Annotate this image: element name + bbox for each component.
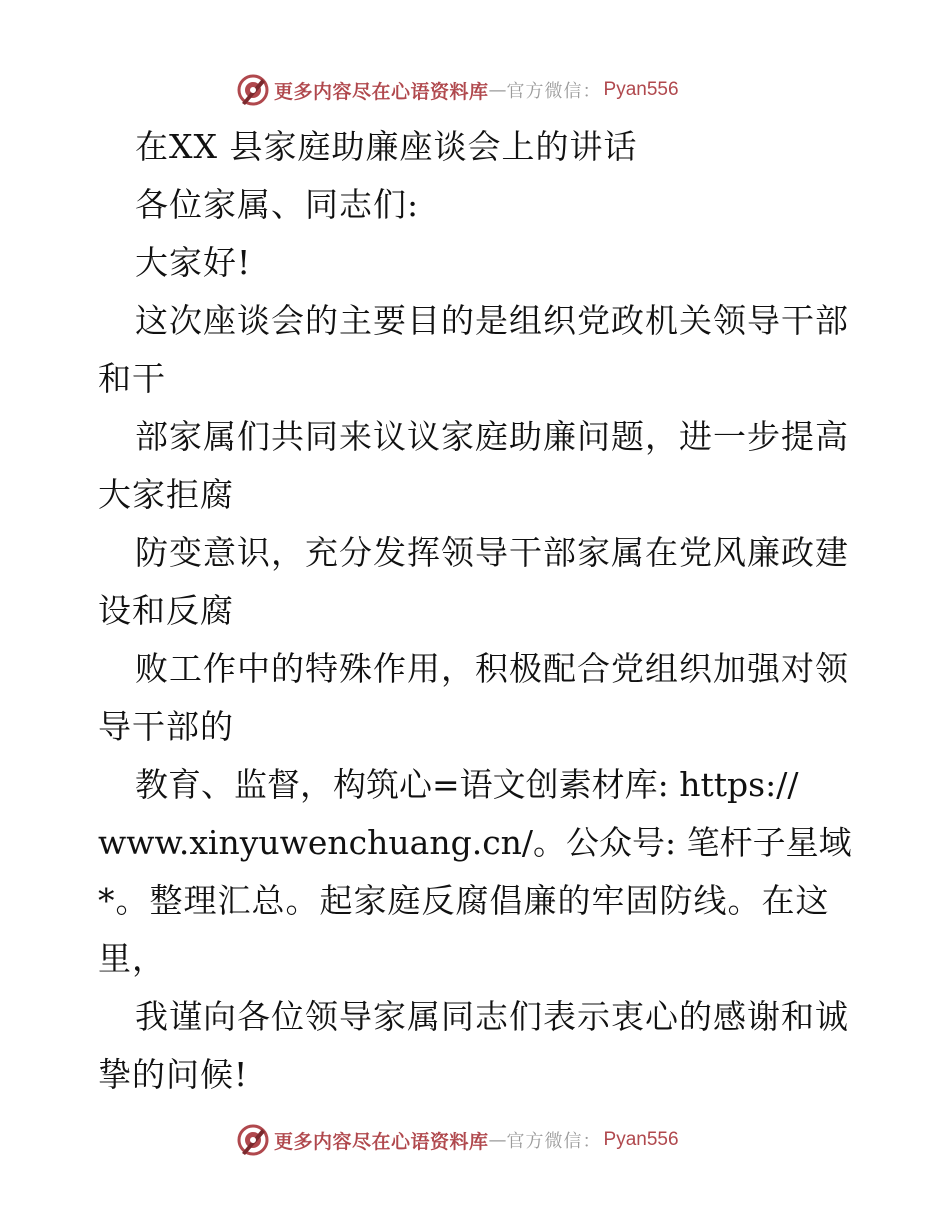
banner-brand-text: 更多内容尽在心语资料库	[274, 1130, 489, 1153]
banner-dash: —	[488, 1129, 507, 1151]
text-line: 教育、监督，构筑心=语文创素材库: https://	[135, 765, 799, 804]
text-line: 败工作中的特殊作用，积极配合党组织加强对领	[135, 649, 849, 688]
footer-banner	[236, 1120, 716, 1160]
text-line: 里，	[98, 939, 166, 978]
banner-wechat-id: Pyan556	[603, 79, 679, 100]
pen-seal-icon	[236, 73, 270, 107]
banner-wechat-label: 官方微信：	[506, 1131, 602, 1152]
document-body	[98, 118, 858, 1104]
text-line: 和干	[98, 359, 166, 398]
pen-seal-icon	[236, 1123, 270, 1157]
text-line: *。整理汇总。起家庭反腐倡廉的牢固防线。在这	[98, 881, 830, 920]
text-line: 大家拒腐	[98, 475, 234, 514]
document-title: 在XX 县家庭助廉座谈会上的讲话	[135, 127, 638, 166]
salutation: 各位家属、同志们:	[135, 185, 420, 224]
banner-brand-text: 更多内容尽在心语资料库	[274, 80, 489, 103]
text-line: 我谨向各位领导家属同志们表示衷心的感谢和诚	[135, 997, 849, 1036]
text-line: 挚的问候!	[98, 1055, 249, 1094]
header-banner	[236, 70, 716, 110]
text-line: www.xinyuwenchuang.cn/。公众号: 笔杆子星域	[98, 823, 852, 862]
banner-wechat-id: Pyan556	[603, 1129, 679, 1150]
text-line: 这次座谈会的主要目的是组织党政机关领导干部	[135, 301, 849, 340]
banner-dash: —	[488, 79, 507, 101]
text-line: 设和反腐	[98, 591, 234, 630]
banner-wechat-label: 官方微信：	[506, 81, 602, 102]
text-line: 部家属们共同来议议家庭助廉问题，进一步提高	[135, 417, 849, 456]
text-line: 导干部的	[98, 707, 234, 746]
text-line: 防变意识，充分发挥领导干部家属在党风廉政建	[135, 533, 849, 572]
greeting: 大家好!	[135, 243, 252, 282]
